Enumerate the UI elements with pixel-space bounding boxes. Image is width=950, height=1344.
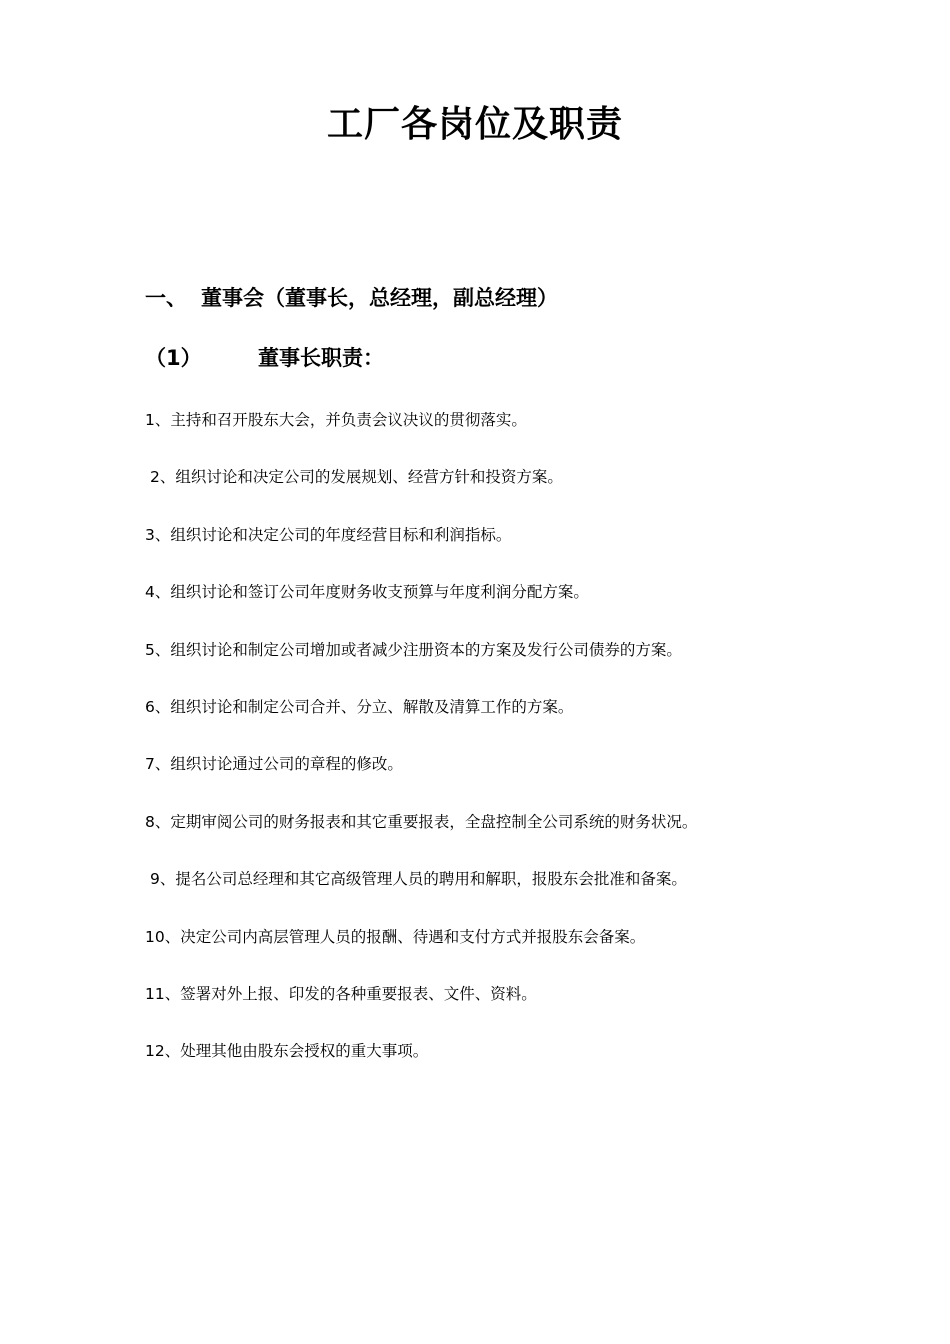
duty-item-9: 9、提名公司总经理和其它高级管理人员的聘用和解职，报股东会批准和备案。: [150, 870, 687, 889]
subsection-heading: [145, 342, 384, 374]
duty-item-5: 5、组织讨论和制定公司增加或者减少注册资本的方案及发行公司债券的方案。: [145, 640, 682, 659]
duty-item-4: 4、组织讨论和签订公司年度财务收支预算与年度利润分配方案。: [145, 583, 589, 602]
duty-item-12: 12、处理其他由股东会授权的重大事项。: [145, 1042, 429, 1061]
subsection-number: （1）: [145, 346, 202, 370]
duty-list: [145, 406, 905, 1095]
subsection-title: 董事长职责：: [258, 346, 384, 370]
duty-item-2: 2、组织讨论和决定公司的发展规划、经营方针和投资方案。: [150, 468, 563, 487]
duty-item-11: 11、签署对外上报、印发的各种重要报表、文件、资料。: [145, 984, 537, 1003]
duty-item-3: 3、组织讨论和决定公司的年度经营目标和利润指标。: [145, 525, 512, 544]
duty-item-6: 6、组织讨论和制定公司合并、分立、解散及清算工作的方案。: [145, 697, 574, 716]
document-title: 工厂各岗位及职责: [326, 104, 623, 145]
section-title: 董事会（董事长，总经理，副总经理）: [201, 286, 558, 310]
duty-item-8: 8、定期审阅公司的财务报表和其它重要报表，全盘控制全公司系统的财务状况。: [145, 812, 698, 831]
duty-item-10: 10、决定公司内高层管理人员的报酬、待遇和支付方式并报股东会备案。: [145, 927, 646, 946]
section-heading: [145, 282, 558, 314]
duty-item-1: 1、主持和召开股东大会，并负责会议决议的贯彻落实。: [145, 411, 527, 429]
duty-item-7: 7、组织讨论通过公司的章程的修改。: [145, 755, 403, 774]
section-number: 一、: [145, 286, 187, 310]
